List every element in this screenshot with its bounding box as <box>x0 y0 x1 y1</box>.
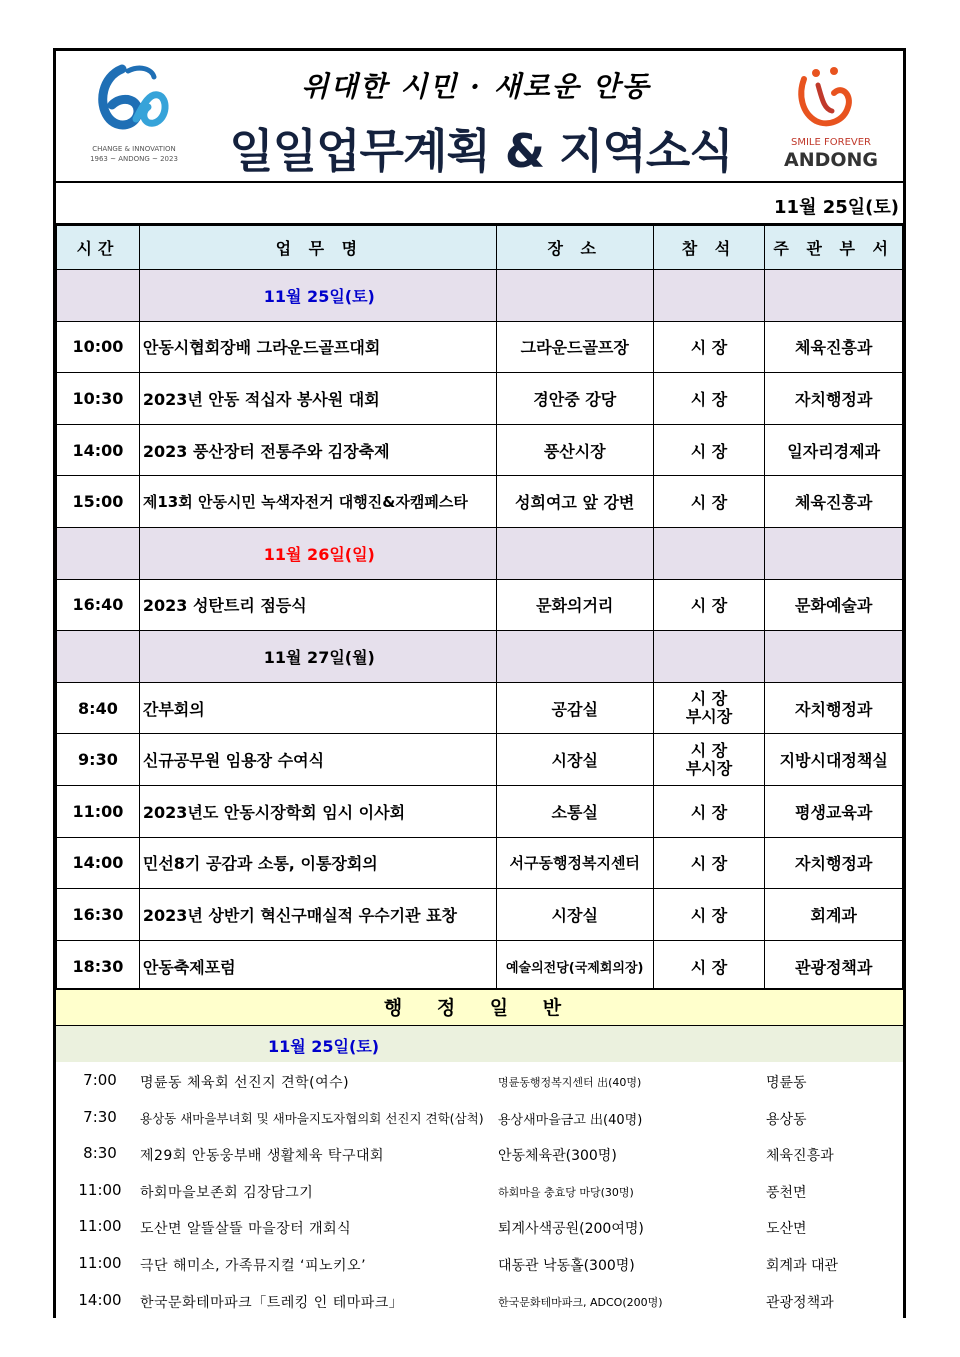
row-place: 예술의전당(국제회의장) <box>496 940 653 992</box>
row-dept: 회계과 <box>765 889 903 941</box>
row-time: 15:00 <box>57 476 140 528</box>
row-place: 풍산시장 <box>496 424 653 476</box>
item-task: 한국문화테마파크「트레킹 인 테마파크」 <box>140 1294 404 1311</box>
item-time: 7:30 <box>83 1107 117 1126</box>
item-task: 도산면 알뜰살뜰 마을장터 개회식 <box>140 1221 352 1238</box>
row-task: 2023 성탄트리 점등식 <box>139 579 496 631</box>
page-title: 일일업무계획 & 지역소식 <box>229 124 733 178</box>
document-frame <box>53 48 906 1318</box>
item-place: 용상새마을금고 出(40명) <box>498 1112 643 1128</box>
row-time: 9:30 <box>57 734 140 786</box>
row-time: 14:00 <box>57 837 140 889</box>
admin-day-row <box>56 1026 903 1062</box>
item-dept: 용상동 <box>766 1111 807 1128</box>
list-item <box>56 1063 903 1100</box>
row-attend: 시 장 <box>653 889 765 941</box>
document-date: 11월 25일(토) <box>774 197 899 218</box>
row-place: 공감실 <box>496 682 653 734</box>
item-dept: 도산면 <box>766 1221 807 1238</box>
row-attend: 시 장 <box>653 940 765 992</box>
row-dept: 평생교육과 <box>765 785 903 837</box>
col-dept-header: 주 관 부 서 <box>765 226 903 270</box>
item-task: 극단 해미소, 가족뮤지컬 ‘피노키오’ <box>140 1257 367 1274</box>
schedule-table <box>56 225 903 992</box>
right-logo-tag: SMILE FOREVER <box>791 137 871 148</box>
table-row <box>57 373 903 425</box>
item-task: 명륜동 체육회 선진지 견학(여수) <box>140 1075 350 1091</box>
col-time-header: 시간 <box>57 226 140 270</box>
list-item <box>56 1173 903 1210</box>
table-row <box>57 476 903 528</box>
row-attend <box>653 734 765 786</box>
table-row <box>57 321 903 373</box>
row-attend: 시 장 <box>653 373 765 425</box>
day-row <box>57 631 903 683</box>
attend-line-1: 시 장 <box>690 740 728 760</box>
row-task: 안동시협회장배 그라운드골프대회 <box>139 321 496 373</box>
list-item <box>56 1246 903 1283</box>
row-task: 안동축제포럼 <box>139 940 496 992</box>
attend-line-1: 시 장 <box>690 689 728 709</box>
attend-line-2: 부시장 <box>685 707 733 727</box>
item-dept: 체육진흥과 <box>766 1148 834 1165</box>
col-attend-header: 참 석 <box>653 226 765 270</box>
row-attend: 시 장 <box>653 424 765 476</box>
row-time: 10:30 <box>57 373 140 425</box>
item-dept: 명륜동 <box>766 1075 807 1091</box>
row-place: 시장실 <box>496 889 653 941</box>
item-time: 8:30 <box>83 1144 117 1163</box>
item-place: 퇴계사색공원(200여명) <box>498 1221 644 1238</box>
item-place: 안동체육관(300명) <box>498 1148 617 1165</box>
admin-list <box>56 1063 903 1319</box>
row-attend: 시 장 <box>653 837 765 889</box>
slogan: 위대한 시민 · 새로운 안동 <box>301 70 651 103</box>
day-label: 11월 26일(일) <box>139 527 496 579</box>
row-attend: 시 장 <box>653 579 765 631</box>
row-task: 2023 풍산장터 전통주와 김장축제 <box>139 424 496 476</box>
row-time: 8:40 <box>57 682 140 734</box>
item-dept: 관광정책과 <box>766 1294 834 1311</box>
left-logo-tag1: CHANGE & INNOVATION <box>92 145 176 153</box>
row-dept: 관광정책과 <box>765 940 903 992</box>
row-place: 시장실 <box>496 734 653 786</box>
item-task: 하회마을보존회 김장담그기 <box>140 1184 314 1201</box>
row-time: 16:40 <box>57 579 140 631</box>
document-header <box>56 51 903 183</box>
col-place-header: 장 소 <box>496 226 653 270</box>
table-row <box>57 837 903 889</box>
row-dept: 자치행정과 <box>765 682 903 734</box>
row-task: 제13회 안동시민 녹색자전거 대행진&자캠페스타 <box>139 476 496 528</box>
row-attend: 시 장 <box>653 321 765 373</box>
table-row <box>57 682 903 734</box>
row-attend: 시 장 <box>653 785 765 837</box>
admin-section-heading: 행 정 일 반 <box>56 988 903 1026</box>
right-logo-name: ANDONG <box>783 149 879 171</box>
row-time: 11:00 <box>57 785 140 837</box>
andong-60th-logo <box>84 63 184 173</box>
row-time: 14:00 <box>57 424 140 476</box>
row-dept: 자치행정과 <box>765 837 903 889</box>
item-task: 제29회 안동웅부배 생활체육 탁구대회 <box>140 1148 385 1165</box>
attend-line-2: 부시장 <box>685 758 733 778</box>
row-dept: 문화예술과 <box>765 579 903 631</box>
row-attend <box>653 682 765 734</box>
table-header-row <box>57 226 903 270</box>
table-row <box>57 734 903 786</box>
item-time: 14:00 <box>78 1290 122 1309</box>
day-row <box>57 270 903 322</box>
list-item <box>56 1100 903 1137</box>
table-row <box>57 785 903 837</box>
item-place: 대동관 낙동홀(300명) <box>498 1257 635 1274</box>
row-dept: 체육진흥과 <box>765 321 903 373</box>
item-time: 11:00 <box>78 1253 122 1272</box>
item-time: 11:00 <box>78 1180 122 1199</box>
row-task: 신규공무원 임용장 수여식 <box>139 734 496 786</box>
item-time: 11:00 <box>78 1217 122 1236</box>
row-place: 소통실 <box>496 785 653 837</box>
col-task-header: 업 무 명 <box>139 226 496 270</box>
admin-day-label: 11월 25일(토) <box>268 1037 380 1056</box>
row-time: 10:00 <box>57 321 140 373</box>
item-place: 하회마을 충효당 마당(30명) <box>498 1185 634 1199</box>
smile-forever-andong-logo <box>776 65 886 175</box>
table-row <box>57 424 903 476</box>
item-place: 명륜동행정복지센터 出(40명) <box>498 1076 642 1089</box>
row-time: 16:30 <box>57 889 140 941</box>
item-time: 7:00 <box>83 1071 117 1089</box>
row-dept: 지방시대정책실 <box>765 734 903 786</box>
row-place: 그라운드골프장 <box>496 321 653 373</box>
date-line <box>56 183 903 225</box>
list-item <box>56 1136 903 1173</box>
row-place: 성희여고 앞 강변 <box>496 476 653 528</box>
day-label: 11월 27일(월) <box>139 631 496 683</box>
row-task: 민선8기 공감과 소통, 이통장회의 <box>139 837 496 889</box>
day-row <box>57 527 903 579</box>
day-label: 11월 25일(토) <box>139 270 496 322</box>
item-place: 한국문화테마파크, ADCO(200명) <box>498 1295 663 1309</box>
row-place: 서구동행정복지센터 <box>496 837 653 889</box>
row-attend: 시 장 <box>653 476 765 528</box>
row-place: 문화의거리 <box>496 579 653 631</box>
row-task: 2023년도 안동시장학회 임시 이사회 <box>139 785 496 837</box>
left-logo-tag2: 1963 ~ ANDONG ~ 2023 <box>90 155 178 163</box>
row-place: 경안중 강당 <box>496 373 653 425</box>
row-dept: 체육진흥과 <box>765 476 903 528</box>
row-dept: 자치행정과 <box>765 373 903 425</box>
item-dept: 회계과 대관 <box>766 1257 839 1274</box>
table-row <box>57 579 903 631</box>
item-dept: 풍천면 <box>766 1184 807 1201</box>
row-time: 18:30 <box>57 940 140 992</box>
list-item <box>56 1283 903 1320</box>
table-row <box>57 940 903 992</box>
item-task: 용상동 새마을부녀회 및 새마을지도자협의회 선진지 견학(삼척) <box>140 1110 484 1126</box>
row-task: 2023년 안동 적십자 봉사원 대회 <box>139 373 496 425</box>
table-row <box>57 889 903 941</box>
row-dept: 일자리경제과 <box>765 424 903 476</box>
list-item <box>56 1209 903 1246</box>
row-task: 2023년 상반기 혁신구매실적 우수기관 표창 <box>139 889 496 941</box>
row-task: 간부회의 <box>139 682 496 734</box>
